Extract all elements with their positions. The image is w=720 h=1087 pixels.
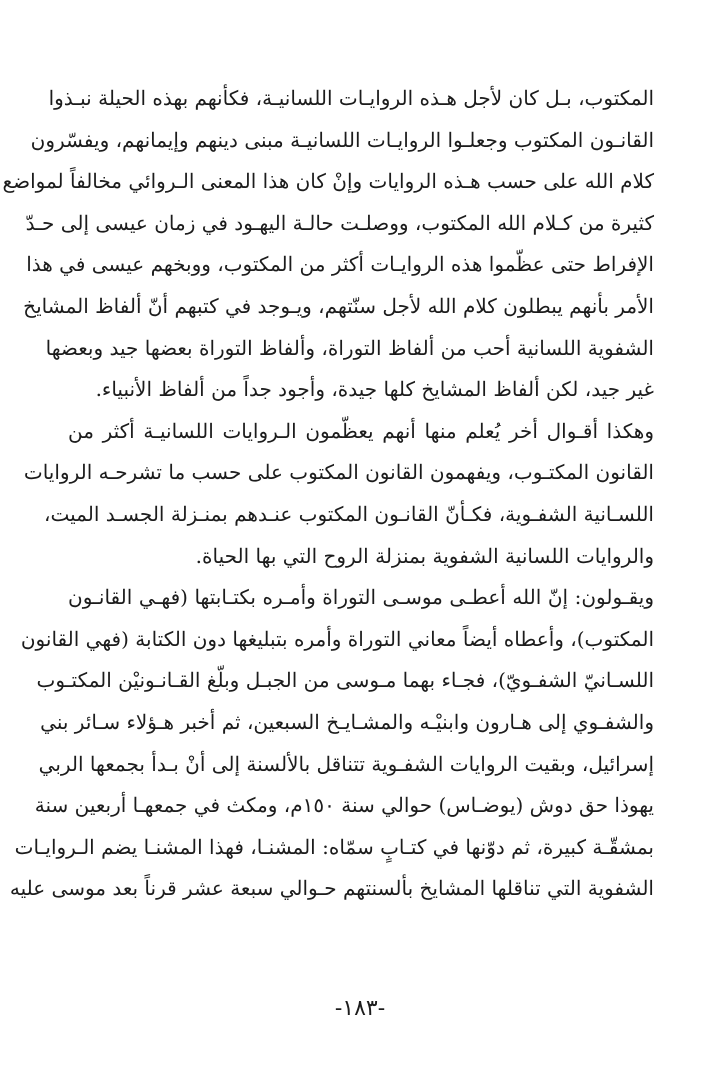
text-line: المكتوب)، وأعطاه أيضاً معاني التوراة وأمره بتبليغها دون الكتابة (فهي القانون bbox=[20, 626, 654, 651]
text-line: إسرائيل، وبقيت الروايات الشفـوية تتناقل بالألسنة إلى أنْ بـدأ بجمعها الربي bbox=[38, 751, 654, 776]
text-line: كلام الله على حسب هـذه الروايات وإنْ كان هذا المعنى الـروائي مخالفاً لمواضع bbox=[2, 169, 654, 194]
text-line: الأمر بأنهم يبطلون كلام الله لأجل سنّتهم، ويـوجد في كتبهم أنّ ألفاظ المشايخ bbox=[23, 293, 654, 318]
text-line: والروايات اللسانية الشفوية بمنزلة الروح التي بها الحياة. bbox=[195, 543, 654, 568]
text-line: الشفوية اللسانية أحب من ألفاظ التوراة، وألفاظ التوراة بعضها جيد وبعضها bbox=[45, 335, 654, 360]
text-line: وهكذا أقـوال أخر يُعلم منها أنهم يعظّمون الـروايات اللسانيـة أكثر من bbox=[68, 418, 654, 443]
text-line: القانون المكتـوب، ويفهمون القانون المكتوب على حسب ما تشرحـه الروايات bbox=[23, 460, 654, 485]
text-line: الإفراط حتى عظّموا هذه الروايـات أكثر من المكتوب، ووبخهم عيسى في هذا bbox=[26, 252, 654, 277]
text-line: المكتوب، بـل كان لأجل هـذه الروايـات اللسانيـة، فكأنهم بهذه الحيلة نبـذوا bbox=[48, 86, 654, 110]
text-line: اللسـانية الشفـوية، فكـأنّ القانـون المكتوب عنـدهم بمنـزلة الجسـد الميت، bbox=[44, 501, 654, 526]
text-line: اللسـانيّ الشفـويّ)، فجـاء بهما مـوسى من الجبـل وبلّغ القـانـونيْن المكتـوب bbox=[36, 668, 654, 693]
text-line: بمشقّـة كبيرة، ثم دوّنها في كتـابٍ سمّاه: المشنـا، فهذا المشنـا يضم الـروايـات bbox=[14, 834, 654, 859]
text-line: غير جيد، لكن ألفاظ المشايخ كلها جيدة، وأجود جداً من ألفاظ الأنبياء. bbox=[95, 377, 654, 402]
text-line: ويقـولون: إنّ الله أعطـى موسـى التوراة وأمـره بكتـابتها (فهـي القانـون bbox=[68, 585, 654, 610]
text-line: يهوذا حق دوش (يوضـاس) حوالي سنة ١٥٠م، ومكث في جمعهـا أربعين سنة bbox=[34, 793, 654, 818]
text-line: الشفوية التي تناقلها المشايخ بألسنتهم حـوالي سبعة عشر قرناً بعد موسى عليه bbox=[9, 876, 654, 901]
text-line: والشفـوي إلى هـارون وابنيْـه والمشـايـخ السبعين، ثم أخبر هـؤلاء سـائر بني bbox=[40, 709, 654, 734]
page-body bbox=[2, 78, 654, 910]
text-line: كثيرة من كـلام الله المكتوب، ووصلـت حالـة اليهـود في زمان عيسى إلى حـدّ bbox=[25, 210, 654, 235]
page-number: -١٨٣- bbox=[334, 996, 386, 1021]
text-line: القانـون المكتوب وجعلـوا الروايـات اللسانيـة مبنى دينهم وإيمانهم، ويفسّرون bbox=[30, 127, 654, 152]
